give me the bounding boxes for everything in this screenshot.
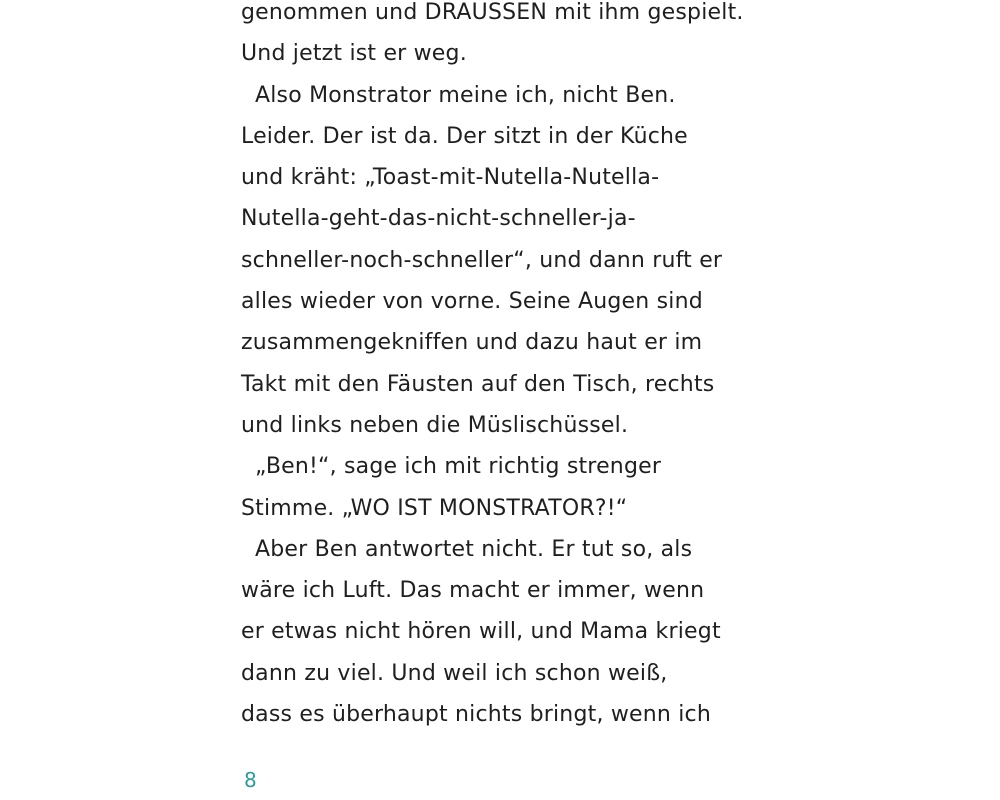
text-line: wäre ich Luft. Das macht er immer, wenn bbox=[241, 578, 705, 604]
text-line: Stimme. „WO IST MONSTRATOR?!“ bbox=[241, 495, 628, 521]
text-line: zusammengekniffen und dazu haut er im bbox=[241, 330, 703, 356]
text-line: Also Monstrator meine ich, nicht Ben. bbox=[255, 82, 676, 108]
text-line: Aber Ben antwortet nicht. Er tut so, als bbox=[255, 536, 693, 562]
text-line: alles wieder von vorne. Seine Augen sind bbox=[241, 289, 703, 315]
body-text bbox=[241, 0, 801, 735]
text-line: genommen und DRAUSSEN mit ihm gespielt. bbox=[241, 0, 744, 25]
text-line: Nutella-geht-das-nicht-schneller-ja- bbox=[241, 206, 636, 232]
text-line: dass es überhaupt nichts bringt, wenn ich bbox=[241, 702, 711, 728]
text-line: schneller-noch-schneller“, und dann ruft er bbox=[241, 247, 723, 273]
text-line: Takt mit den Fäusten auf den Tisch, rechts bbox=[241, 371, 715, 397]
text-line: Und jetzt ist er weg. bbox=[241, 41, 467, 67]
text-line: Leider. Der ist da. Der sitzt in der Küche bbox=[241, 123, 688, 149]
text-line: dann zu viel. Und weil ich schon weiß, bbox=[241, 660, 668, 686]
text-line: und kräht: „Toast-mit-Nutella-Nutella- bbox=[241, 165, 660, 191]
text-line: „Ben!“, sage ich mit richtig strenger bbox=[255, 454, 662, 480]
text-line: er etwas nicht hören will, und Mama kriegt bbox=[241, 619, 721, 645]
text-line: und links neben die Müslischüssel. bbox=[241, 412, 629, 438]
page-number: 8 bbox=[244, 768, 257, 792]
